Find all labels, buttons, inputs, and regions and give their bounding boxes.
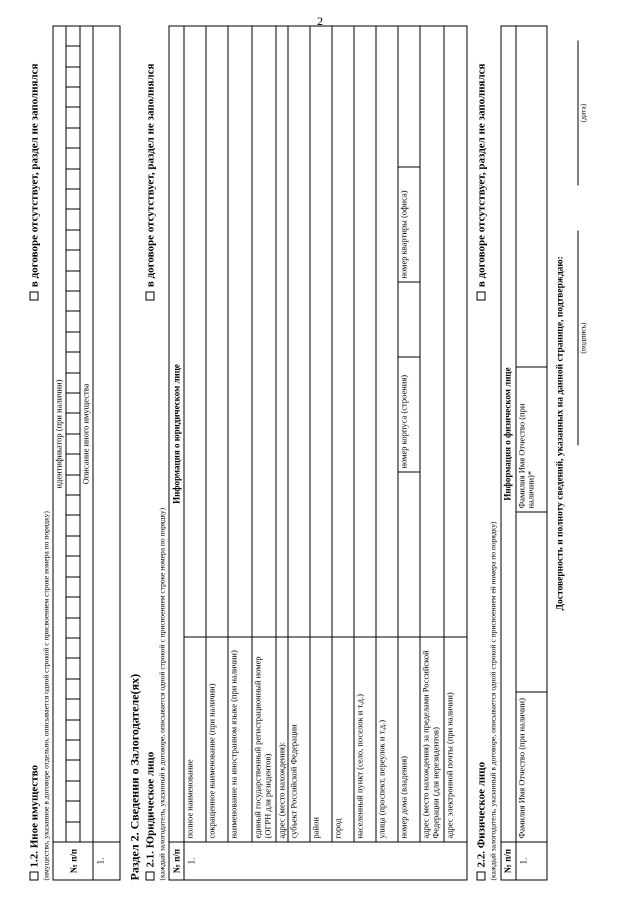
table-row xyxy=(354,26,376,841)
field-value-cell[interactable] xyxy=(288,26,309,636)
field-value-cell[interactable] xyxy=(376,26,397,636)
field-value-cell[interactable] xyxy=(398,26,419,166)
identifier-cell[interactable] xyxy=(66,188,79,208)
s12-num-column xyxy=(53,841,119,879)
description-value-cell[interactable] xyxy=(93,26,119,841)
identifier-cell[interactable] xyxy=(66,331,79,351)
identifier-cell[interactable] xyxy=(66,86,79,106)
legal-entity-table xyxy=(168,25,467,880)
field-label: полное наименование xyxy=(184,636,205,841)
identifier-cells-row xyxy=(66,26,80,841)
section-1-2-absent xyxy=(28,63,41,300)
table-row xyxy=(376,26,398,841)
signature-row xyxy=(577,25,588,610)
identifier-cell[interactable] xyxy=(66,147,79,167)
identifier-cell[interactable] xyxy=(66,657,79,677)
checkbox-s22-absent[interactable] xyxy=(476,291,485,300)
s12-absent-label: в договоре отсутствует, раздел не заполнялся xyxy=(28,63,40,287)
identifier-label: идентификатор (при наличии) xyxy=(53,26,66,841)
identifier-cell[interactable] xyxy=(66,474,79,494)
field-label: номер корпуса (строения) xyxy=(398,356,419,471)
identifier-cell[interactable] xyxy=(66,617,79,637)
s12-row-number: 1. xyxy=(95,857,106,864)
identifier-cell[interactable] xyxy=(66,453,79,473)
identifier-cell[interactable] xyxy=(66,555,79,575)
table-row xyxy=(444,26,466,841)
identifier-cell[interactable] xyxy=(66,739,79,759)
signature-line[interactable]: (подпись) xyxy=(577,230,588,445)
field-value-cell[interactable] xyxy=(228,26,251,636)
identifier-cell[interactable] xyxy=(66,351,79,371)
identifier-cell[interactable] xyxy=(66,494,79,514)
checkbox-s21-absent[interactable] xyxy=(145,291,154,300)
field-label: сокращенное наименование (при наличии) xyxy=(206,636,227,841)
identifier-cell[interactable] xyxy=(66,821,79,841)
page-number: 2 xyxy=(317,14,323,28)
identifier-cell[interactable] xyxy=(66,698,79,718)
field-value-cell[interactable] xyxy=(516,511,546,691)
identifier-cell[interactable] xyxy=(66,759,79,779)
table-row xyxy=(228,26,252,841)
section-2-2-absent xyxy=(475,63,488,300)
s22-absent-label: в договоре отсутствует, раздел не заполнялся xyxy=(475,63,488,287)
s22-main-column xyxy=(501,26,546,841)
section-2-1-note: (каждый залогодатель, указанный в договоре, описывается одной строкой с присвоением строке номера по порядку) xyxy=(156,507,166,880)
field-value-cell[interactable] xyxy=(252,26,275,636)
identifier-cell[interactable] xyxy=(66,310,79,330)
other-property-table xyxy=(52,25,120,880)
description-label: Описание иного имущества xyxy=(80,26,93,841)
field-label: адрес (место нахождения): xyxy=(276,636,287,841)
identifier-cell[interactable] xyxy=(66,249,79,269)
field-value-cell[interactable] xyxy=(444,26,466,636)
section-2-1-absent xyxy=(144,63,157,300)
s21-absent-label: в договоре отсутствует, раздел не заполнялся xyxy=(144,63,157,287)
field-value-cell[interactable] xyxy=(276,26,287,636)
identifier-cell[interactable] xyxy=(66,372,79,392)
section-2-2-title: 2.2. Физическое лицо xyxy=(475,761,488,867)
checkbox-other-property[interactable] xyxy=(29,871,38,880)
identifier-cell[interactable] xyxy=(66,412,79,432)
s22-num-column xyxy=(501,841,546,879)
field-label: субъект Российской Федерации xyxy=(288,636,309,841)
table-row xyxy=(184,26,206,841)
table-row xyxy=(310,26,332,841)
field-value-cell[interactable] xyxy=(310,26,331,636)
field-value-cell[interactable] xyxy=(184,26,205,636)
section-1-2-title: 1.2. Иное имущество xyxy=(28,764,40,867)
checkbox-legal-entity[interactable] xyxy=(145,871,154,880)
section-1-2-note: (имущество, указанное в договоре отдельно, описывается одной строкой с присвоением строке номера по порядку) xyxy=(40,510,50,880)
identifier-cell[interactable] xyxy=(66,66,79,86)
identifier-cell[interactable] xyxy=(66,800,79,820)
identifier-cell[interactable] xyxy=(66,719,79,739)
field-value-cell[interactable] xyxy=(398,281,419,356)
table-row-house xyxy=(398,26,420,841)
identifier-cell[interactable] xyxy=(66,127,79,147)
table-row xyxy=(288,26,310,841)
field-label: единый государственный регистрационный номер (ОГРН для резидентов) xyxy=(252,636,275,841)
s21-num-column xyxy=(169,841,466,879)
field-label: номер квартиры (офиса) xyxy=(398,166,419,281)
s12-num-header: № п/п xyxy=(53,842,93,879)
table-row xyxy=(516,26,546,841)
field-value-cell[interactable] xyxy=(354,26,375,636)
checkbox-individual[interactable] xyxy=(476,871,485,880)
individual-table xyxy=(500,25,547,880)
s22-row-number: 1. xyxy=(517,857,528,864)
field-label: наименование на иностранном языке (при наличии) xyxy=(228,636,251,841)
section-2-2-note: (каждый залогодатель, указанный в договоре, описывается одной строкой с присвоением ей номера по порядку) xyxy=(487,521,497,880)
field-label: номер дома (владения) xyxy=(398,636,419,841)
field-value-cell[interactable] xyxy=(206,26,227,636)
date-line[interactable]: (дата) xyxy=(577,40,588,185)
field-label: Фамилия Имя Отчество (при наличии) xyxy=(516,691,546,841)
checkbox-s12-absent[interactable] xyxy=(29,291,38,300)
table-row xyxy=(252,26,276,841)
identifier-cell[interactable] xyxy=(66,168,79,188)
s22-num-header: № п/п xyxy=(501,842,516,879)
s21-main-header: Информация о юридическом лице xyxy=(169,26,184,841)
field-label: адрес (место нахождения) за пределами Российской Федерации (для нерезидентов) xyxy=(420,636,443,841)
s21-main-column xyxy=(169,26,466,841)
table-row xyxy=(332,26,354,841)
s21-num-header: № п/п xyxy=(169,842,184,879)
field-label: город xyxy=(332,636,353,841)
table-row xyxy=(206,26,228,841)
field-value-cell[interactable] xyxy=(516,26,546,366)
identifier-cell[interactable] xyxy=(66,392,79,412)
identifier-cell[interactable] xyxy=(66,270,79,290)
identifier-cell[interactable] xyxy=(66,535,79,555)
field-label: населенный пункт (село, поселок и т.д.) xyxy=(354,636,375,841)
s22-main-header: Информация о физическом лице xyxy=(501,26,516,841)
s12-main-column xyxy=(53,26,119,841)
identifier-cell[interactable] xyxy=(66,290,79,310)
field-label: улица (проспект, переулок и т.д.) xyxy=(376,636,397,841)
table-row xyxy=(276,26,288,841)
identifier-cell[interactable] xyxy=(66,433,79,453)
identifier-cell[interactable] xyxy=(66,780,79,800)
confirmation-statement: Достоверность и полноту сведений, указанных на данной странице, подтверждаю: xyxy=(554,255,565,610)
field-value-cell[interactable] xyxy=(332,26,353,636)
identifier-cell[interactable] xyxy=(66,678,79,698)
identifier-cell[interactable] xyxy=(66,106,79,126)
identifier-cell[interactable] xyxy=(66,515,79,535)
signature-block xyxy=(555,25,588,610)
field-label: район xyxy=(310,636,331,841)
identifier-cell[interactable] xyxy=(66,229,79,249)
field-value-cell[interactable] xyxy=(420,26,443,636)
section-2-2-header xyxy=(475,25,488,880)
field-value-cell[interactable] xyxy=(398,471,419,636)
table-row xyxy=(420,26,444,841)
section-2-1-header xyxy=(144,25,157,880)
field-label: Фамилия Имя Отчество (при наличии)* xyxy=(516,366,546,511)
section-2-1-title: 2.1. Юридическое лицо xyxy=(144,751,157,867)
section-1-2-header xyxy=(28,25,41,880)
identifier-cell[interactable] xyxy=(66,576,79,596)
identifier-cell[interactable] xyxy=(66,45,79,65)
section-2-heading: Раздел 2. Сведения о Залогодателе(ях) xyxy=(127,673,142,880)
identifier-cell[interactable] xyxy=(66,208,79,228)
identifier-cell[interactable] xyxy=(66,637,79,657)
field-label: адрес электронной почты (при наличии) xyxy=(444,636,466,841)
s21-row-number: 1. xyxy=(186,857,197,864)
identifier-cell[interactable] xyxy=(66,596,79,616)
